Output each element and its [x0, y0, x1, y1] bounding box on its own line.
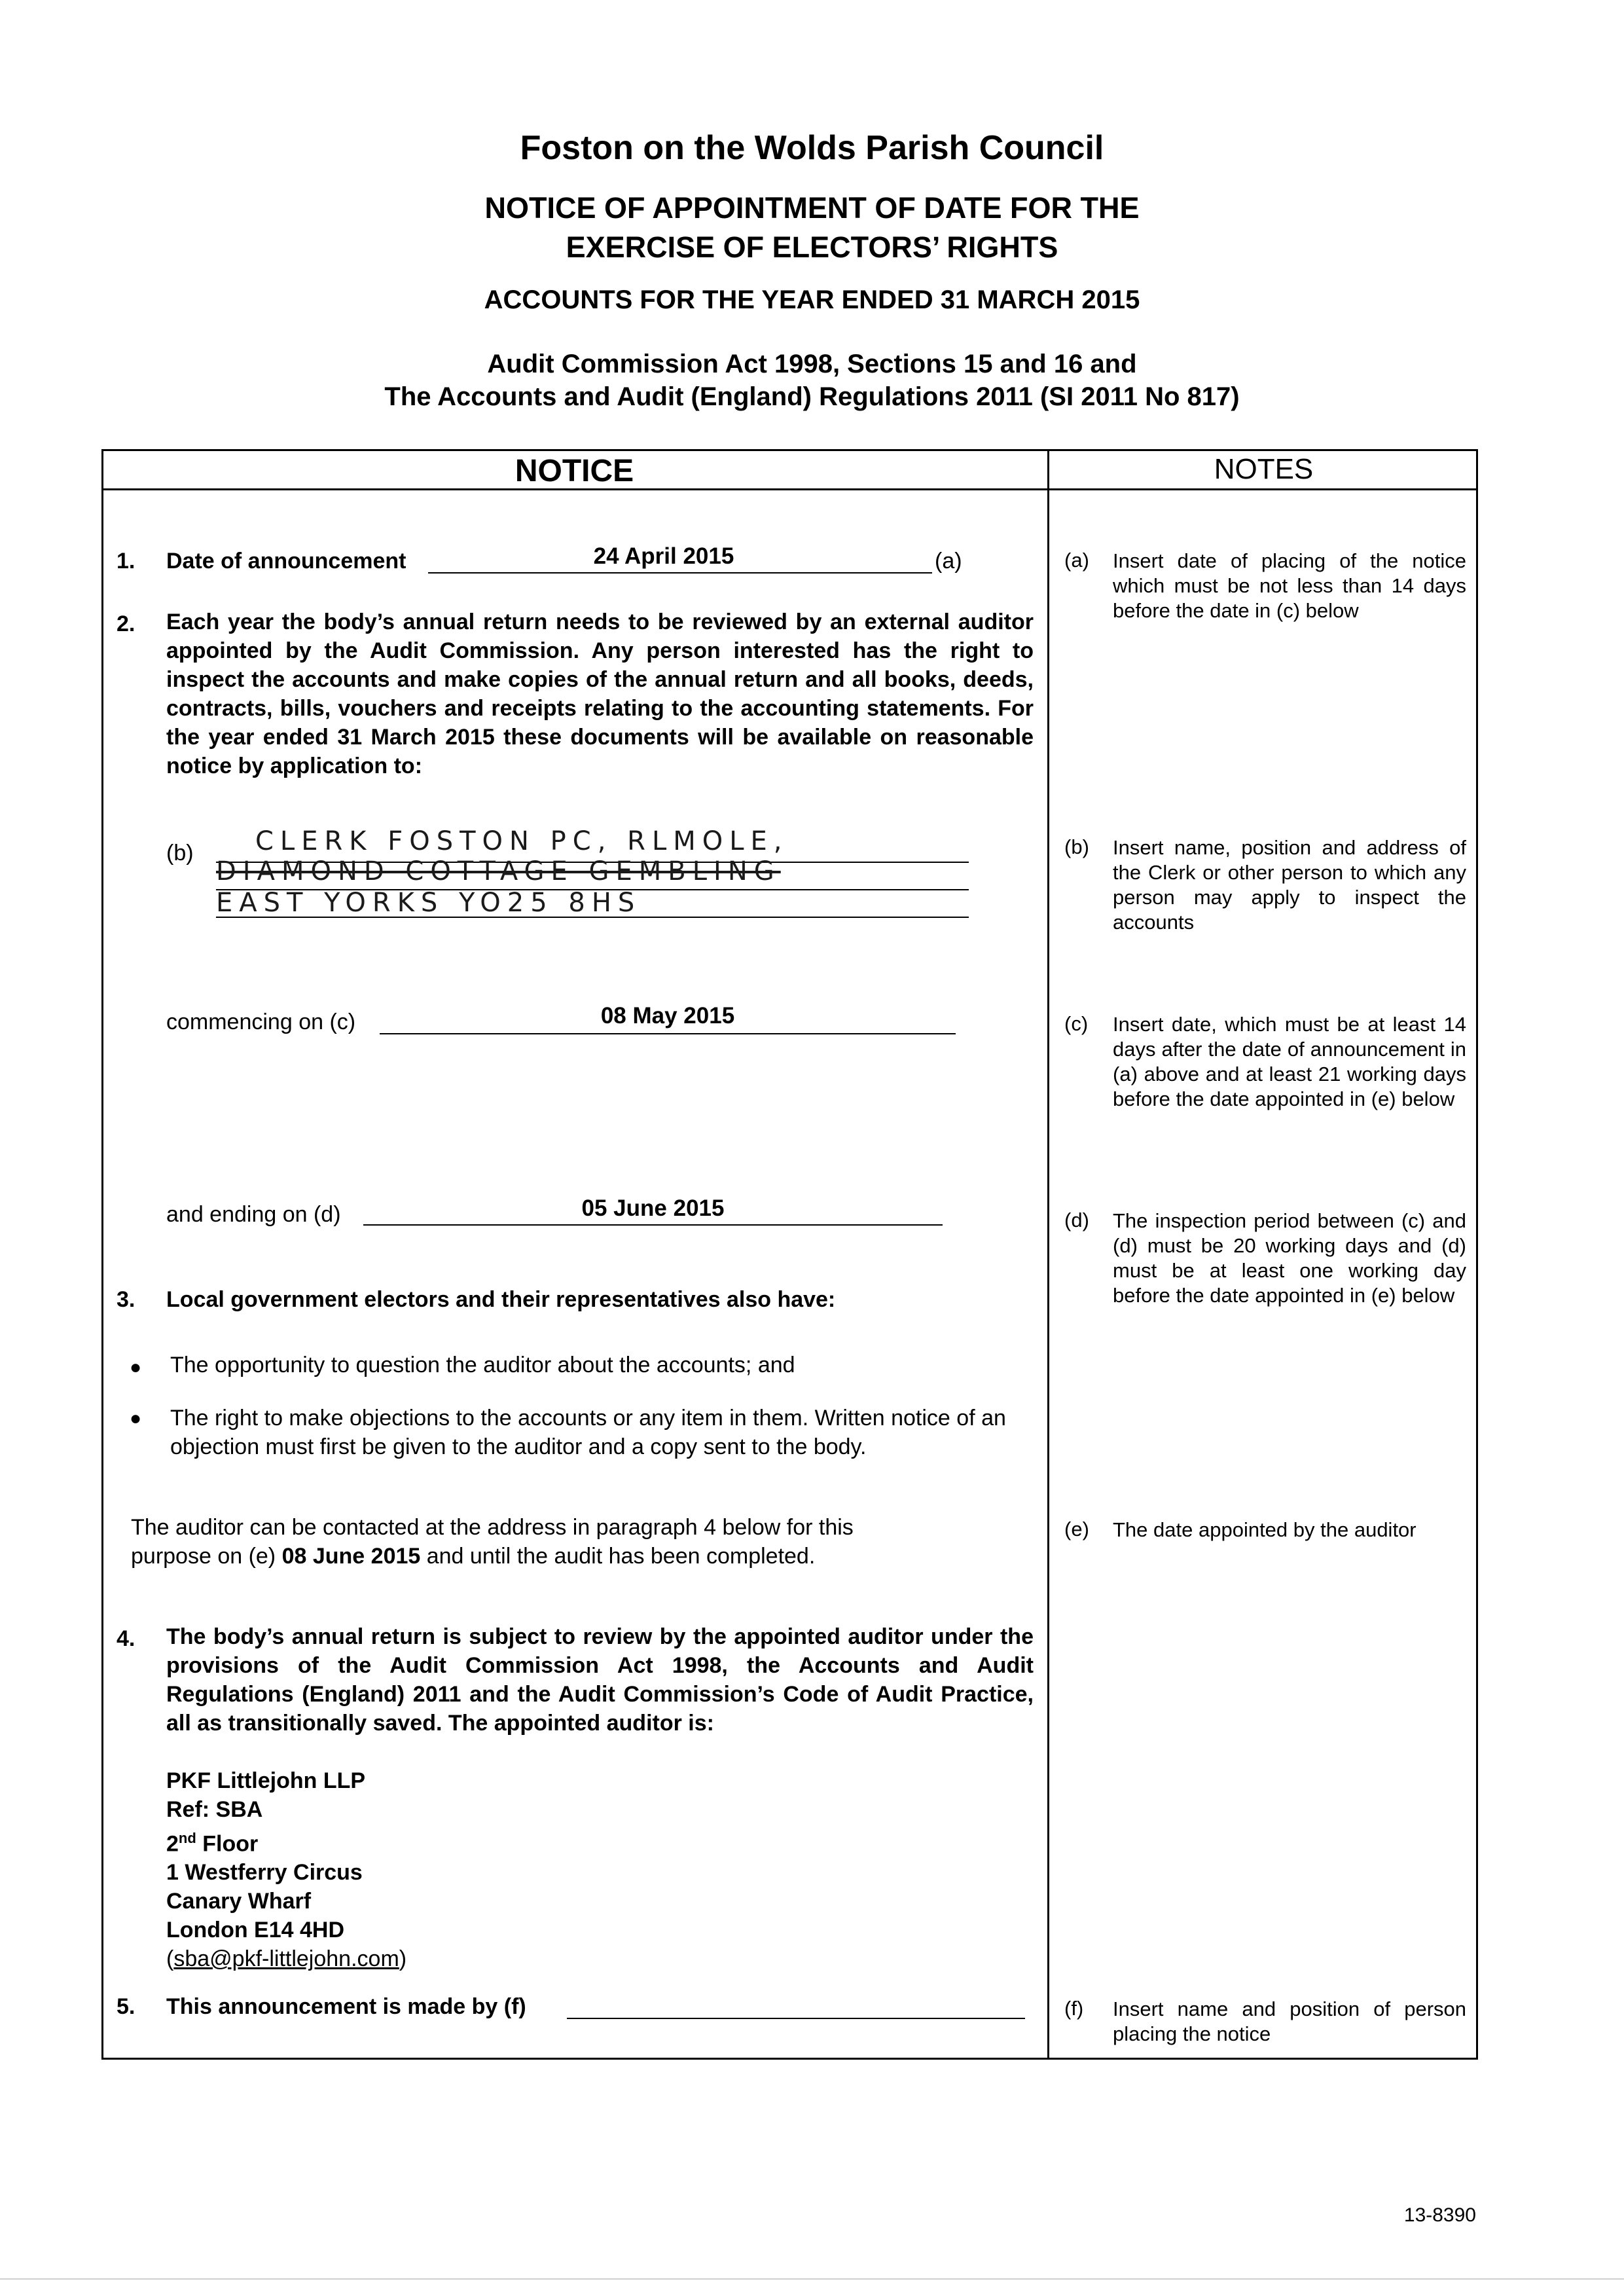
note-b-text: Insert name, position and address of the Clerk or other person to which any person may apply to inspect the accounts	[1113, 836, 1466, 934]
announcement-date-line	[428, 572, 932, 574]
auditor-area: Canary Wharf	[166, 1889, 312, 1914]
paragraph-3-text: Local government electors and their representatives also have:	[166, 1287, 836, 1312]
auditor-ref: Ref: SBA	[166, 1797, 263, 1822]
announcement-made-by-label: This announcement is made by (f)	[166, 1994, 526, 2019]
date-of-announcement-label: Date of announcement	[166, 549, 406, 574]
auditor-floor-word: Floor	[196, 1831, 259, 1857]
ending-date-value: 05 June 2015	[581, 1195, 725, 1221]
notice-title-line-2: EXERCISE OF ELECTORS’ RIGHTS	[566, 230, 1058, 264]
auditor-city: London E14 4HD	[166, 1918, 345, 1943]
paragraph-4-text: The body’s annual return is subject to review by the appointed auditor under the provisions of the Audit Commission Act 1998, the Accounts and Audit Regulations (England) 2011 and the Audit Commission’s Code of Audit Practice, all as transitionally saved. The appointed auditor is:	[166, 1624, 1034, 1736]
note-c-label: (c)	[1064, 1012, 1089, 1035]
auditor-floor-suffix: nd	[178, 1830, 196, 1846]
bullet-icon: ●	[130, 1408, 142, 1429]
email-close-paren: )	[399, 1946, 407, 1972]
announcement-note-ref: (a)	[935, 549, 962, 574]
note-b-label: (b)	[1064, 835, 1089, 858]
note-d-text: The inspection period between (c) and (d) must be 20 working days and (d) must be at least one working day before the date appointed in (e) below	[1113, 1209, 1466, 1307]
note-f-label: (f)	[1064, 1997, 1084, 2020]
notice-column-heading: NOTICE	[514, 454, 634, 488]
council-title: Foston on the Wolds Parish Council	[520, 129, 1104, 167]
announcement-made-by-line	[567, 2018, 1025, 2019]
note-f-text: Insert name and position of person placing the notice	[1113, 1997, 1466, 2045]
notice-title-line-1: NOTICE OF APPOINTMENT OF DATE FOR THE	[484, 191, 1140, 225]
announcement-date-value: 24 April 2015	[593, 543, 734, 569]
document-code: 13-8390	[1403, 2204, 1476, 2226]
bullet-icon: ●	[130, 1357, 142, 1378]
paragraph-2-text: Each year the body’s annual return needs to be reviewed by an external auditor appointed by the Audit Commission. Any person interested has the right to inspect the accounts and make copies of the annual return and all books, deeds, contracts, bills, vouchers and receipts relating to the accounting statements. For the year ended 31 March 2015 these documents will be available on reasonable notice by application to:	[166, 610, 1034, 778]
note-d-label: (d)	[1064, 1209, 1089, 1231]
paragraph-4-number: 4.	[117, 1626, 135, 1651]
column-divider	[1047, 449, 1049, 2060]
bullet-2-text: The right to make objections to the accounts or any item in them. Written notice of an objection must first be given to the auditor and a copy sent to the body.	[170, 1406, 1006, 1459]
paragraph-3-number: 3.	[117, 1287, 135, 1312]
auditor-floor-number: 2	[166, 1831, 179, 1857]
handwritten-contact-line-1: CLERK FOSTON PC, RLMOLE,	[255, 826, 789, 856]
auditor-contact-line-1: The auditor can be contacted at the address in paragraph 4 below for this	[131, 1515, 854, 1540]
commencing-date-value: 08 May 2015	[600, 1003, 735, 1029]
note-e-label: (e)	[1064, 1518, 1089, 1540]
ending-line	[363, 1224, 943, 1226]
ending-label: and ending on (d)	[166, 1202, 341, 1227]
commencing-label: commencing on (c)	[166, 1010, 356, 1034]
b-label: (b)	[166, 841, 194, 866]
legislation-line-2: The Accounts and Audit (England) Regulations 2011 (SI 2011 No 817)	[384, 382, 1240, 411]
auditor-street: 1 Westferry Circus	[166, 1860, 363, 1886]
bullet-1-text: The opportunity to question the auditor about the accounts; and	[170, 1353, 795, 1377]
note-e-text: The date appointed by the auditor	[1113, 1518, 1416, 1541]
auditor-contact-line-2	[131, 1544, 815, 1569]
paragraph-1-number: 1.	[117, 549, 135, 574]
auditor-email-line	[166, 1944, 406, 1973]
auditor-name: PKF Littlejohn LLP	[166, 1768, 366, 1793]
legislation-line-1: Audit Commission Act 1998, Sections 15 and 16 and	[487, 350, 1137, 378]
auditor-email-link[interactable]: sba@pkf-littlejohn.com	[173, 1946, 399, 1972]
commencing-line	[380, 1033, 956, 1034]
notes-column-heading: NOTES	[1214, 453, 1314, 485]
handwritten-contact-line-2: DIAMOND COTTAGE GEMBLING	[216, 856, 781, 886]
email-open-paren: (	[166, 1946, 174, 1972]
accounts-year-heading: ACCOUNTS FOR THE YEAR ENDED 31 MARCH 2015	[484, 285, 1140, 314]
auditor-appointed-date: 08 June 2015	[281, 1544, 421, 1569]
note-c-text: Insert date, which must be at least 14 days after the date of announcement in (a) above and at least 21 working days before the date appointed in (e) below	[1113, 1013, 1466, 1110]
note-a-text: Insert date of placing of the notice which must be not less than 14 days before the date in (c) below	[1113, 549, 1466, 622]
note-a-label: (a)	[1064, 549, 1089, 572]
handwritten-contact-line-3: EAST YORKS YO25 8HS	[216, 888, 641, 918]
scan-edge-line	[0, 2278, 1624, 2280]
auditor-contact-suffix: and until the audit has been completed.	[420, 1544, 816, 1569]
auditor-floor	[166, 1824, 406, 1858]
auditor-address	[166, 1766, 406, 1973]
paragraph-2-number: 2.	[117, 611, 135, 636]
auditor-contact-prefix: purpose on (e)	[131, 1544, 282, 1569]
paragraph-5-number: 5.	[117, 1994, 135, 2019]
